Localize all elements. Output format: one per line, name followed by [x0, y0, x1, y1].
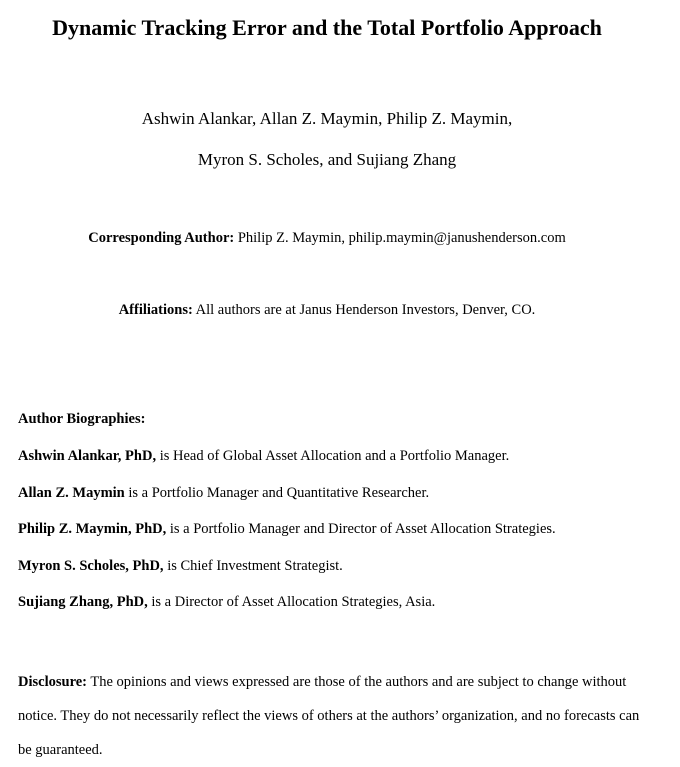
biography-name: Myron S. Scholes, PhD,: [18, 558, 164, 574]
affiliations-value: All authors are at Janus Henderson Investors, Denver, CO.: [192, 302, 536, 318]
biography-item: [18, 557, 343, 575]
biography-name: Philip Z. Maymin, PhD,: [18, 521, 167, 537]
biography-text: is Chief Investment Strategist.: [163, 558, 343, 574]
corresponding-author: [0, 229, 654, 247]
biography-text: is a Director of Asset Allocation Strategies, Asia.: [147, 594, 436, 610]
biography-text: is Head of Global Asset Allocation and a Portfolio Manager.: [156, 448, 510, 464]
biography-name: Sujiang Zhang, PhD,: [18, 594, 148, 610]
disclosure-text: The opinions and views expressed are those of the authors and are subject to change without notice. They do not necessarily reflect the views of others at the authors’ organization, and no forecasts can be guaranteed.: [18, 674, 640, 758]
biography-item: [18, 447, 509, 465]
corresponding-author-value: Philip Z. Maymin, philip.maymin@janushenderson.com: [234, 230, 566, 246]
author-list-line-1: Ashwin Alankar, Allan Z. Maymin, Philip Z. Maymin,: [141, 109, 513, 128]
biography-item: [18, 484, 429, 502]
affiliations: [0, 301, 654, 319]
disclosure-label: Disclosure:: [18, 674, 88, 690]
disclosure-paragraph: [18, 665, 648, 767]
biography-text: is a Portfolio Manager and Quantitative Researcher.: [124, 485, 430, 501]
paper-title: Dynamic Tracking Error and the Total Portfolio Approach: [52, 15, 602, 40]
biography-item: [18, 593, 435, 611]
biographies-heading: Author Biographies:: [18, 411, 146, 427]
biography-item: [18, 520, 556, 538]
affiliations-label: Affiliations:: [118, 302, 193, 318]
corresponding-author-label: Corresponding Author:: [88, 230, 235, 246]
biography-name: Ashwin Alankar, PhD,: [18, 448, 157, 464]
biography-name: Allan Z. Maymin: [18, 485, 125, 501]
biography-text: is a Portfolio Manager and Director of Asset Allocation Strategies.: [166, 521, 556, 537]
author-list-line-2: Myron S. Scholes, and Sujiang Zhang: [197, 150, 457, 169]
